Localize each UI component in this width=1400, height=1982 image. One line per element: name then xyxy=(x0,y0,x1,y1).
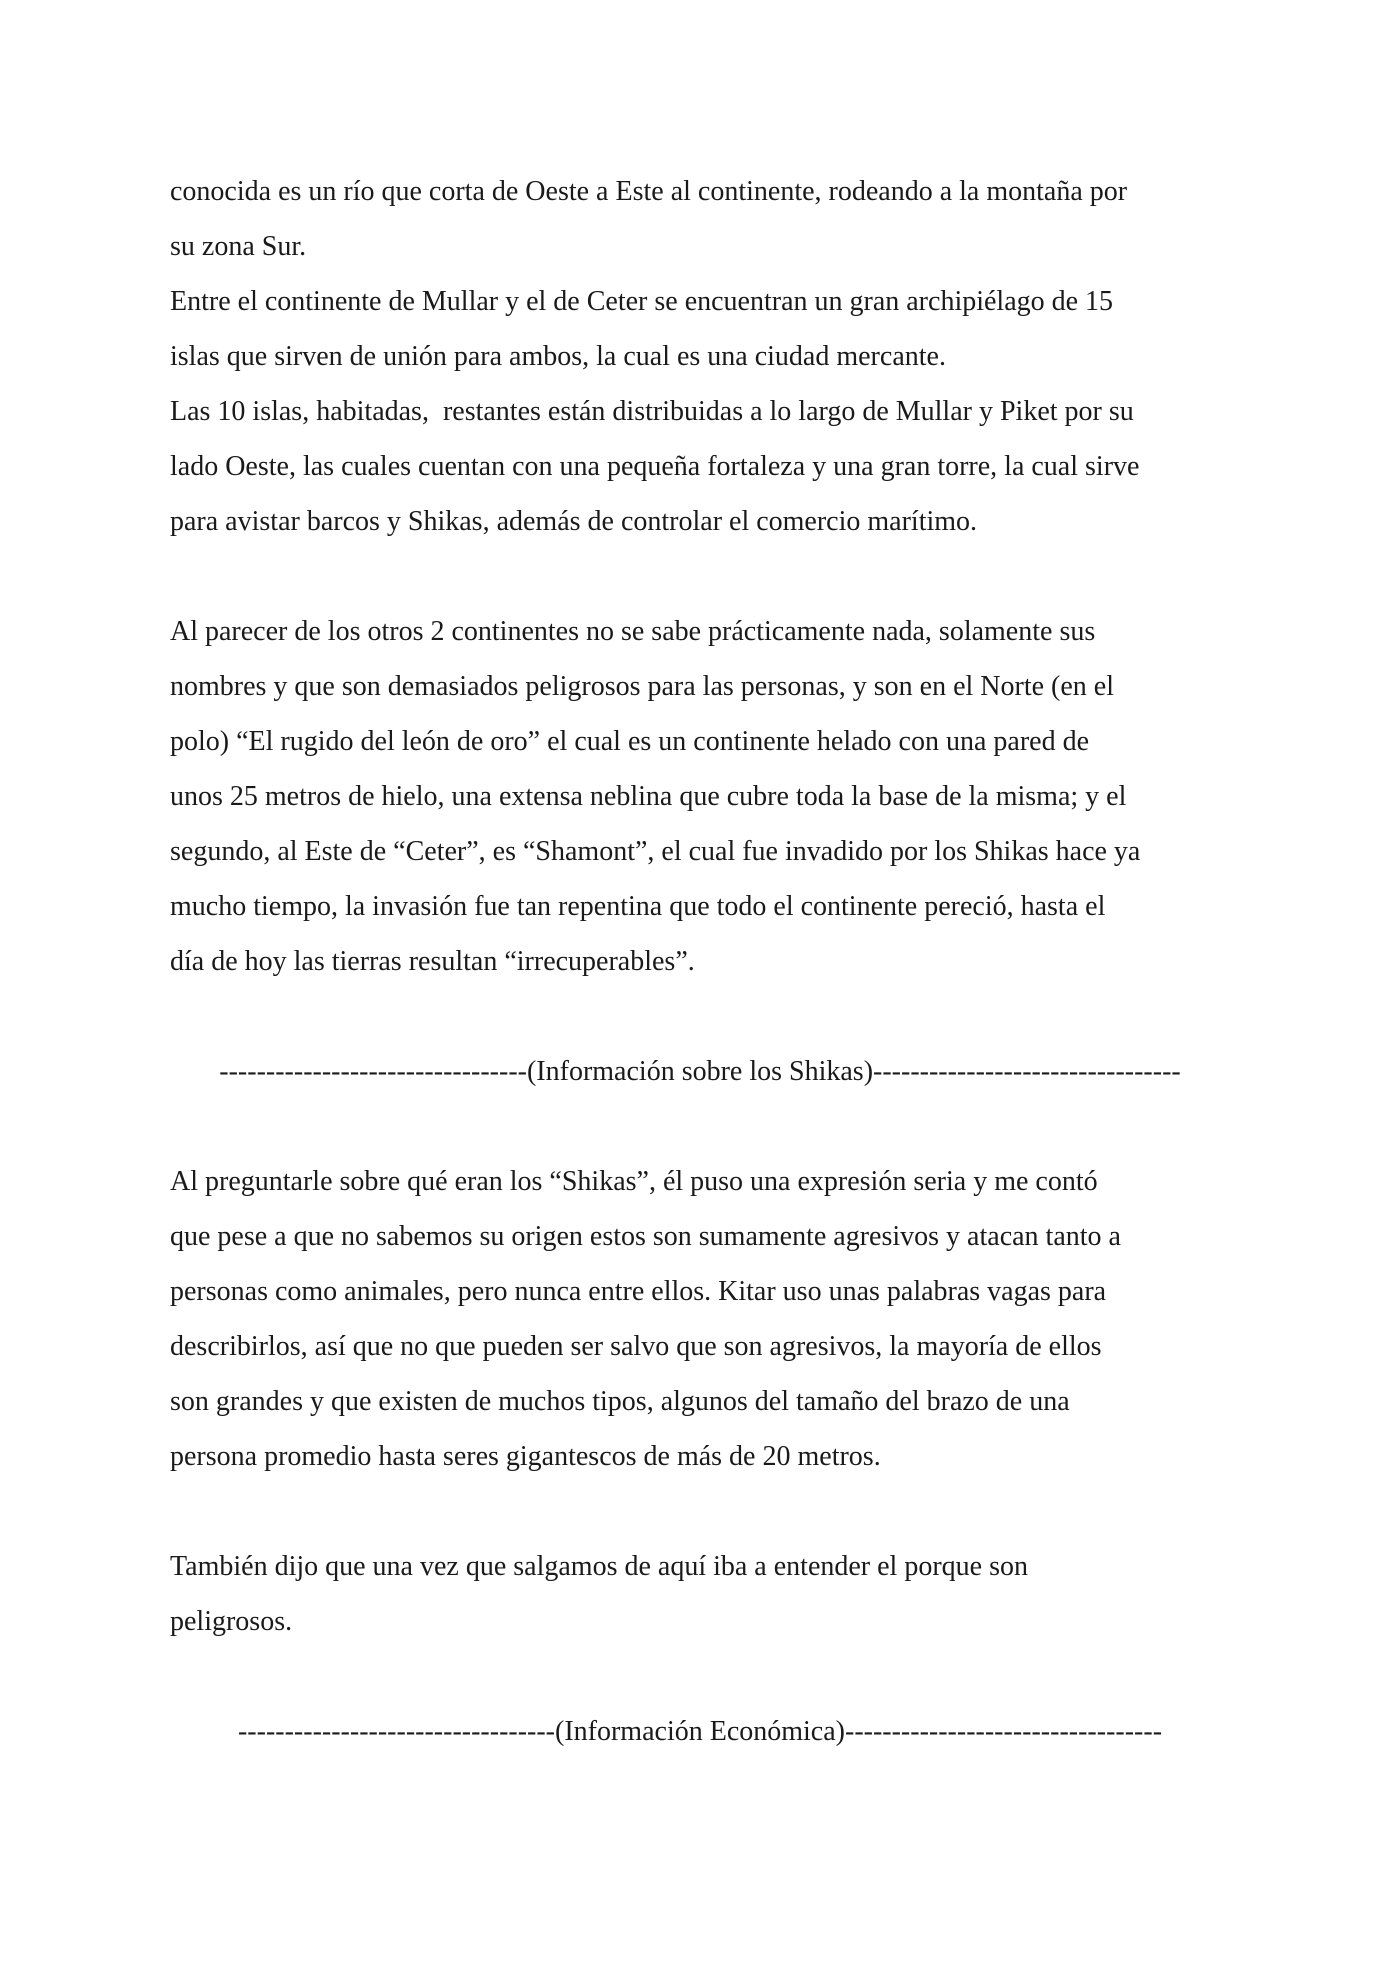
text-line: polo) “El rugido del león de oro” el cual es un continente helado con una pared de xyxy=(170,726,1089,757)
paragraph-danger xyxy=(170,1539,1250,1649)
text-line: describirlos, así que no que pueden ser salvo que son agresivos, la mayoría de ellos xyxy=(170,1331,1102,1362)
text-line: son grandes y que existen de muchos tipos, algunos del tamaño del brazo de una xyxy=(170,1386,1070,1417)
text-line: Al parecer de los otros 2 continentes no se sabe prácticamente nada, solamente sus xyxy=(170,616,1096,647)
section-divider-economy: ----------------------------------(Información Económica)---------------------------------- xyxy=(237,1716,1163,1747)
text-line: personas como animales, pero nunca entre ellos. Kitar uso unas palabras vagas para xyxy=(170,1276,1107,1307)
text-line: segundo, al Este de “Ceter”, es “Shamont”, el cual fue invadido por los Shikas hace ya xyxy=(170,836,1141,867)
text-line: para avistar barcos y Shikas, además de controlar el comercio marítimo. xyxy=(170,506,978,537)
text-line: día de hoy las tierras resultan “irrecuperables”. xyxy=(170,946,695,977)
text-line: Al preguntarle sobre qué eran los “Shikas”, él puso una expresión seria y me contó xyxy=(170,1166,1098,1197)
text-line: peligrosos. xyxy=(170,1606,293,1637)
text-line: Las 10 islas, habitadas, restantes están distribuidas a lo largo de Mullar y Piket por su xyxy=(170,396,1134,427)
paragraph-continents xyxy=(170,604,1250,989)
text-line: islas que sirven de unión para ambos, la cual es una ciudad mercante. xyxy=(170,341,946,372)
text-line: lado Oeste, las cuales cuentan con una pequeña fortaleza y una gran torre, la cual sirve xyxy=(170,451,1140,482)
text-line: su zona Sur. xyxy=(170,231,307,262)
text-line: Entre el continente de Mullar y el de Ceter se encuentran un gran archipiélago de 15 xyxy=(170,286,1114,317)
text-line: persona promedio hasta seres gigantescos de más de 20 metros. xyxy=(170,1441,881,1472)
paragraph-shikas xyxy=(170,1154,1250,1484)
text-line: conocida es un río que corta de Oeste a Este al continente, rodeando a la montaña por xyxy=(170,176,1128,207)
text-line: que pese a que no sabemos su origen estos son sumamente agresivos y atacan tanto a xyxy=(170,1221,1121,1252)
text-line: unos 25 metros de hielo, una extensa neblina que cubre toda la base de la misma; y el xyxy=(170,781,1127,812)
text-line: mucho tiempo, la invasión fue tan repentina que todo el continente pereció, hasta el xyxy=(170,891,1106,922)
text-line: También dijo que una vez que salgamos de aquí iba a entender el porque son xyxy=(170,1551,1028,1582)
text-line: nombres y que son demasiados peligrosos para las personas, y son en el Norte (en el xyxy=(170,671,1114,702)
paragraph-islands xyxy=(170,164,1250,549)
section-divider-shikas: ---------------------------------(Información sobre los Shikas)--------------------------------- xyxy=(219,1056,1181,1087)
